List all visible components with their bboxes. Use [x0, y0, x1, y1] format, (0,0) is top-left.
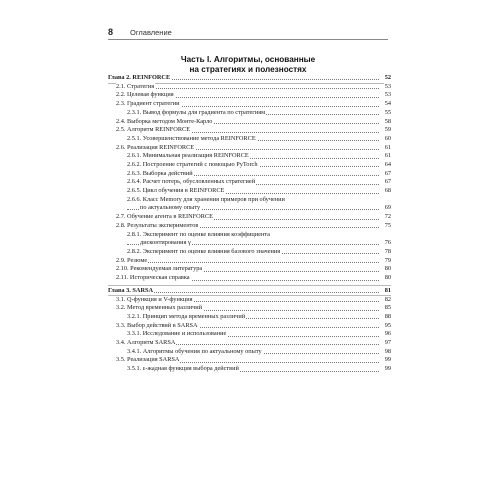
- toc-entry-page-number: 80: [384, 265, 391, 273]
- toc-entry[interactable]: [127, 231, 391, 247]
- toc-entry-title-continued: дисконтирования γ: [140, 238, 191, 246]
- toc-entry-page-number: 81: [384, 286, 391, 294]
- toc-entry[interactable]: [116, 296, 391, 304]
- toc-entry-title: 3.5. Реализация SARSA: [116, 356, 180, 364]
- toc-entry-title: 3.2.1. Принцип метода временных различий: [127, 312, 246, 320]
- toc-entry[interactable]: [127, 161, 391, 169]
- toc-entry-page-number: 61: [384, 143, 391, 151]
- toc-entry-title: 2.8.2. Эксперимент по оценке влияния базового значения: [127, 248, 281, 255]
- header-rule: [108, 39, 388, 40]
- toc-entry-title: 2.3. Градиент стратегии: [116, 100, 180, 108]
- toc-entry-title: 2.1. Стратегия: [116, 82, 155, 90]
- toc-entry-title: Глава 2. REINFORCE: [108, 74, 171, 81]
- toc-entry-title: 3.2. Метод временных различий: [116, 304, 202, 312]
- toc-entry-page-number: 69: [384, 203, 391, 211]
- toc-entry-page-number: 99: [384, 365, 391, 373]
- toc-entry[interactable]: [127, 109, 391, 117]
- toc-entry-page-number: 76: [384, 238, 391, 246]
- toc-entry[interactable]: [127, 135, 391, 143]
- toc-entry-title: 2.6.6. Класс Memory для хранения примеров при обучении: [127, 195, 285, 203]
- running-title: Оглавление: [130, 28, 172, 37]
- toc-entry[interactable]: [116, 257, 391, 265]
- toc-entry[interactable]: [116, 144, 391, 152]
- chapter-separator-rule: [108, 285, 391, 286]
- toc-entry-title: 2.8.1. Эксперимент по оценке влияния коэффициента: [127, 230, 270, 238]
- toc-entry-title: 3.3. Выбор действий в SARSA: [116, 321, 198, 329]
- toc-entry-page-number: 95: [384, 321, 391, 329]
- toc-entry-title: 2.3.1. Вывод формулы для градиента по стратегиям: [127, 108, 266, 116]
- toc-entry-page-number: 67: [384, 169, 391, 177]
- toc-entry-title: 3.1. Q-функция и V-функция: [116, 295, 193, 303]
- toc-entry-page-number: 54: [384, 100, 391, 108]
- toc-entry[interactable]: [116, 213, 391, 221]
- toc-entry-title: 2.10. Рекомендуемая литература: [116, 265, 203, 273]
- toc-entry-page-number: 53: [384, 91, 391, 99]
- toc-entry-page-number: 53: [384, 82, 391, 90]
- toc-entry-page-number: 75: [384, 221, 391, 229]
- toc-entry[interactable]: [116, 126, 391, 134]
- part-title-line-2: на стратегиях и полезностях: [189, 65, 307, 74]
- toc-entry-page-number: 72: [384, 213, 391, 221]
- toc-entry-title: 2.7. Обучение агента в REINFORCE: [116, 213, 213, 221]
- toc-entry[interactable]: [116, 322, 391, 330]
- toc-entry-title: 2.4. Выборка методом Монте-Карло: [116, 117, 213, 125]
- toc-entry[interactable]: [116, 356, 391, 364]
- toc-dot-leader: [116, 88, 379, 89]
- toc-entry[interactable]: [127, 365, 391, 373]
- toc-entry-page-number: 68: [384, 187, 391, 195]
- toc-entry-title: 3.5.1. ε-жадная функция выбора действий: [127, 365, 239, 373]
- toc-entry-title: 2.6.4. Расчет потерь, обусловленных стратегией: [127, 178, 256, 186]
- toc-entry-page-number: 64: [384, 161, 391, 168]
- toc-entry-title: 2.5. Алгоритм REINFORCE: [116, 126, 191, 134]
- toc-entry[interactable]: [127, 330, 391, 338]
- toc-entry-title: 2.9. Резюме: [116, 256, 148, 264]
- toc-entry-page-number: 96: [384, 330, 391, 338]
- toc-entry-title: Глава 3. SARSA: [108, 286, 154, 294]
- toc-entry-page-number: 61: [384, 152, 391, 160]
- toc-entry-title: 2.6.3. Выборка действий: [127, 169, 193, 177]
- toc-entry-title: 2.6.5. Цикл обучения в REINFORCE: [127, 187, 225, 195]
- toc-entry-page-number: 99: [384, 356, 391, 364]
- page-number: 8: [108, 27, 114, 37]
- toc-entry[interactable]: [127, 248, 391, 256]
- toc-entry-page-number: 52: [384, 74, 391, 81]
- toc-entry-page-number: 85: [384, 304, 391, 312]
- toc-entry-title: 2.8. Результаты экспериментов: [116, 221, 199, 229]
- toc-entry-title: 3.4.1. Алгоритмы обучения по актуальному опыту: [127, 347, 262, 355]
- toc-entry-title: 2.6.1. Минимальная реализация REINFORCE: [127, 152, 249, 160]
- toc-entry-title: 2.2. Целевая функция: [116, 91, 174, 99]
- toc-chapter-entry[interactable]: [108, 287, 391, 295]
- toc-entry-page-number: 78: [384, 248, 391, 255]
- toc-dot-leader: [116, 262, 379, 263]
- toc-entry[interactable]: [116, 339, 391, 347]
- toc-entry-page-number: 59: [384, 126, 391, 134]
- toc-entry-page-number: 88: [384, 312, 391, 320]
- toc-entry[interactable]: [116, 274, 391, 282]
- toc-entry[interactable]: [116, 91, 391, 99]
- toc-entry-page-number: 79: [384, 256, 391, 264]
- toc-chapter-entry[interactable]: [108, 74, 391, 82]
- toc-entry-title: 2.6.2. Построение стратегий с помощью PyTorch: [127, 161, 258, 168]
- toc-entry-title: 2.11. Историческая справка: [116, 274, 190, 282]
- toc-entry[interactable]: [116, 222, 391, 230]
- toc-entry-title: 3.4. Алгоритм SARSA: [116, 339, 176, 346]
- running-head: [108, 25, 388, 39]
- toc-entry-title: 2.5.1. Усовершенствование метода REINFORCE: [127, 134, 256, 142]
- toc-entry-page-number: 60: [384, 134, 391, 142]
- toc-entry-page-number: 98: [384, 347, 391, 355]
- toc-entry[interactable]: [116, 100, 391, 108]
- toc-entry[interactable]: [127, 187, 391, 195]
- toc-entry[interactable]: [127, 170, 391, 178]
- toc-entry-page-number: 97: [384, 339, 391, 346]
- toc-entry-page-number: 67: [384, 178, 391, 186]
- part-title-line-1: Часть I. Алгоритмы, основанные: [180, 55, 316, 64]
- toc-entry-page-number: 80: [384, 274, 391, 282]
- toc-entry[interactable]: [127, 348, 391, 356]
- toc-entry[interactable]: [127, 313, 391, 321]
- toc-entry[interactable]: [116, 265, 391, 273]
- toc-entry[interactable]: [116, 83, 391, 91]
- toc-entry-title: 2.6. Реализация REINFORCE: [116, 143, 195, 151]
- toc-entry[interactable]: [116, 118, 391, 126]
- toc-entry-title-continued: по актуальному опыту: [140, 203, 201, 211]
- toc-entry-page-number: 82: [384, 295, 391, 303]
- toc-entry[interactable]: [127, 178, 391, 186]
- toc-entry[interactable]: [127, 152, 391, 160]
- toc-entry-page-number: 58: [384, 117, 391, 125]
- toc-entry[interactable]: [127, 196, 391, 212]
- toc-entry-title: 3.3.1. Исследование и использование: [127, 330, 227, 338]
- toc-entry[interactable]: [116, 304, 391, 312]
- toc-entry-page-number: 55: [384, 108, 391, 116]
- part-title: [108, 55, 388, 75]
